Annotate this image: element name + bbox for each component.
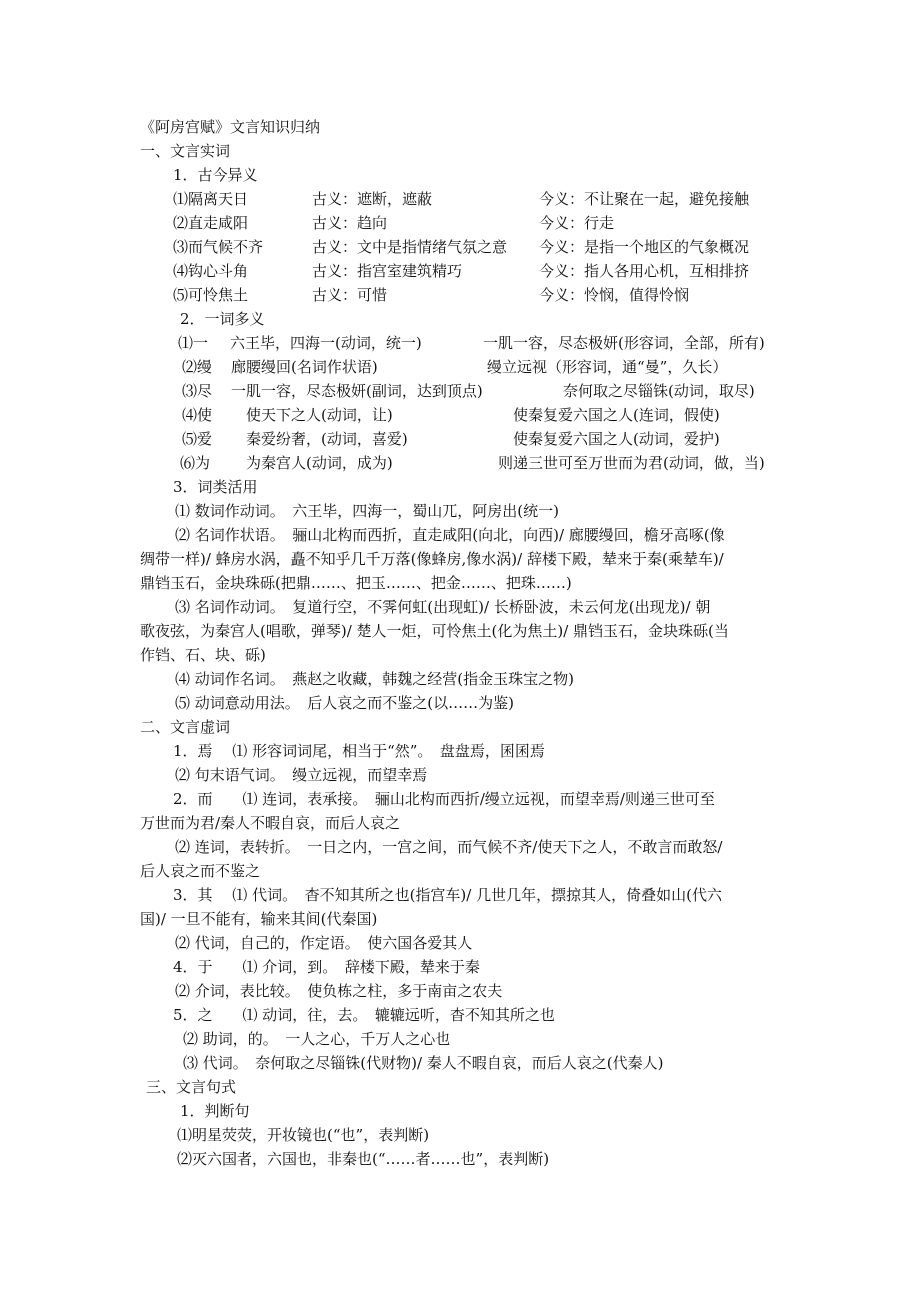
duoyi-sense-b: 奈何取之尽锱铢(动词，取尽) bbox=[563, 382, 755, 400]
gujin-modern: 今义：行走 bbox=[539, 214, 615, 232]
gujin-word: ⑸可怜焦土 bbox=[173, 286, 249, 304]
gujin-word: ⑶而气候不齐 bbox=[173, 238, 264, 256]
duoyi-sense-a: 六王毕，四海一(动词，统一) bbox=[230, 334, 422, 352]
paragraph-line: ⑶ 名词作动词。 复道行空，不霁何虹(出现虹)/ 长桥卧波，未云何龙(出现龙)/ 朝 bbox=[175, 598, 711, 616]
gujin-ancient: 古义：指宫室建筑精巧 bbox=[312, 262, 463, 280]
paragraph-line: 国)/ 一旦不能有，输来其间(代秦国) bbox=[140, 910, 378, 928]
paragraph-line: ⑷ 动词作名词。 燕赵之收藏，韩魏之经营(指金玉珠宝之物) bbox=[175, 670, 574, 688]
duoyi-sense-a: 廊腰缦回(名词作状语) bbox=[231, 358, 378, 376]
gujin-word: ⑴隔离天日 bbox=[173, 190, 249, 208]
section-heading: 一、文言实词 bbox=[140, 142, 231, 160]
paragraph-line: ⑵ 介词，表比较。 使负栋之柱，多于南亩之农夫 bbox=[175, 982, 503, 1000]
paragraph-line: ⑵灭六国者，六国也，非秦也(“……者……也”，表判断) bbox=[177, 1150, 550, 1168]
gujin-modern: 今义：指人各用心机，互相排挤 bbox=[539, 262, 750, 280]
gujin-ancient: 古义：文中是指情绪气氛之意 bbox=[312, 238, 508, 256]
duoyi-word: ⑹为 bbox=[180, 454, 211, 472]
gujin-modern: 今义：不让聚在一起，避免接触 bbox=[539, 190, 750, 208]
paragraph-line: 绸带一样)/ 蜂房水涡，矗不知乎几千万落(像蜂房,像水涡)/ 辞楼下殿，辇来于秦(乘辇车)/ bbox=[140, 550, 724, 568]
duoyi-sense-b: 则递三世可至万世而为君(动词，做，当) bbox=[498, 454, 765, 472]
paragraph-line: ⑵ 名词作状语。 骊山北构而西折，直走咸阳(向北，向西)/ 廊腰缦回，檐牙高啄(像 bbox=[175, 526, 725, 544]
duoyi-sense-b: 使秦复爱六国之人(动词，爱护) bbox=[513, 430, 720, 448]
duoyi-sense-a: 为秦宫人(动词，成为) bbox=[246, 454, 393, 472]
document-title: 《阿房宫赋》文言知识归纳 bbox=[140, 118, 321, 136]
paragraph-line: 4．于 ⑴ 介词，到。 辞楼下殿，辇来于秦 bbox=[173, 958, 480, 976]
duoyi-word: ⑴一 bbox=[178, 334, 209, 352]
duoyi-sense-b: 缦立远视（形容词，通“曼”，久长） bbox=[487, 358, 728, 376]
subsection-heading: 1．判断句 bbox=[180, 1102, 250, 1120]
paragraph-line: 万世而为君/秦人不暇自哀，而后人哀之 bbox=[140, 814, 401, 832]
section-heading: 三、文言句式 bbox=[146, 1078, 237, 1096]
paragraph-line: ⑵ 连词，表转折。 一日之内，一宫之间，而气候不齐/使天下之人，不敢言而敢怒/ bbox=[175, 838, 723, 856]
gujin-word: ⑵直走咸阳 bbox=[173, 214, 249, 232]
gujin-ancient: 古义：趋向 bbox=[312, 214, 388, 232]
paragraph-line: 作铛、石、块、砾) bbox=[140, 646, 266, 664]
paragraph-line: 鼎铛玉石，金块珠砾(把鼎……、把玉……、把金……、把珠……) bbox=[140, 574, 572, 592]
duoyi-sense-a: 一肌一容，尽态极妍(副词，达到顶点) bbox=[231, 382, 483, 400]
paragraph-line: 1．焉 ⑴ 形容词词尾，相当于“然”。 盘盘焉，囷囷焉 bbox=[173, 742, 545, 760]
duoyi-word: ⑸爱 bbox=[182, 430, 213, 448]
duoyi-word: ⑵缦 bbox=[182, 358, 213, 376]
paragraph-line: ⑵ 句末语气词。 缦立远视，而望幸焉 bbox=[175, 766, 428, 784]
subsection-heading: 1．古今异义 bbox=[173, 166, 258, 184]
duoyi-word: ⑷使 bbox=[182, 406, 213, 424]
paragraph-line: 后人哀之而不鉴之 bbox=[140, 862, 261, 880]
paragraph-line: ⑴明星荧荧，开妆镜也(“也”，表判断) bbox=[177, 1126, 430, 1144]
duoyi-sense-b: 使秦复爱六国之人(连词，假使) bbox=[513, 406, 720, 424]
duoyi-sense-a: 秦爱纷奢，(动词，喜爱) bbox=[246, 430, 408, 448]
paragraph-line: 3．其 ⑴ 代词。 杳不知其所之也(指宫车)/ 几世几年，摽掠其人，倚叠如山(代六 bbox=[173, 886, 722, 904]
paragraph-line: 歌夜弦，为秦宫人(唱歌，弹琴)/ 楚人一炬，可怜焦土(化为焦土)/ 鼎铛玉石，金块珠砾(当 bbox=[140, 622, 729, 640]
gujin-ancient: 古义：可惜 bbox=[312, 286, 388, 304]
gujin-modern: 今义：怜悯，值得怜悯 bbox=[539, 286, 690, 304]
paragraph-line: ⑶ 代词。 奈何取之尽锱铢(代财物)/ 秦人不暇自哀，而后人哀之(代秦人) bbox=[183, 1054, 664, 1072]
gujin-modern: 今义：是指一个地区的气象概况 bbox=[539, 238, 750, 256]
subsection-heading: 3．词类活用 bbox=[173, 478, 258, 496]
subsection-heading: 2．一词多义 bbox=[180, 310, 265, 328]
paragraph-line: ⑵ 助词，的。 一人之心，千万人之心也 bbox=[183, 1030, 451, 1048]
paragraph-line: 5．之 ⑴ 动词，往，去。 辘辘远听，杳不知其所之也 bbox=[173, 1006, 555, 1024]
section-heading: 二、文言虚词 bbox=[140, 718, 231, 736]
paragraph-line: ⑴ 数词作动词。 六王毕，四海一，蜀山兀，阿房出(统一) bbox=[175, 502, 559, 520]
duoyi-sense-b: 一肌一容，尽态极妍(形容词，全部，所有) bbox=[483, 334, 765, 352]
duoyi-sense-a: 使天下之人(动词，让) bbox=[246, 406, 393, 424]
duoyi-word: ⑶尽 bbox=[182, 382, 213, 400]
paragraph-line: ⑵ 代词，自己的，作定语。 使六国各爱其人 bbox=[175, 934, 473, 952]
paragraph-line: 2．而 ⑴ 连词，表承接。 骊山北构而西折/缦立远视，而望幸焉/则递三世可至 bbox=[173, 790, 715, 808]
gujin-ancient: 古义：遮断，遮蔽 bbox=[312, 190, 433, 208]
gujin-word: ⑷钩心斗角 bbox=[173, 262, 249, 280]
paragraph-line: ⑸ 动词意动用法。 后人哀之而不鉴之(以……为鉴) bbox=[175, 694, 514, 712]
